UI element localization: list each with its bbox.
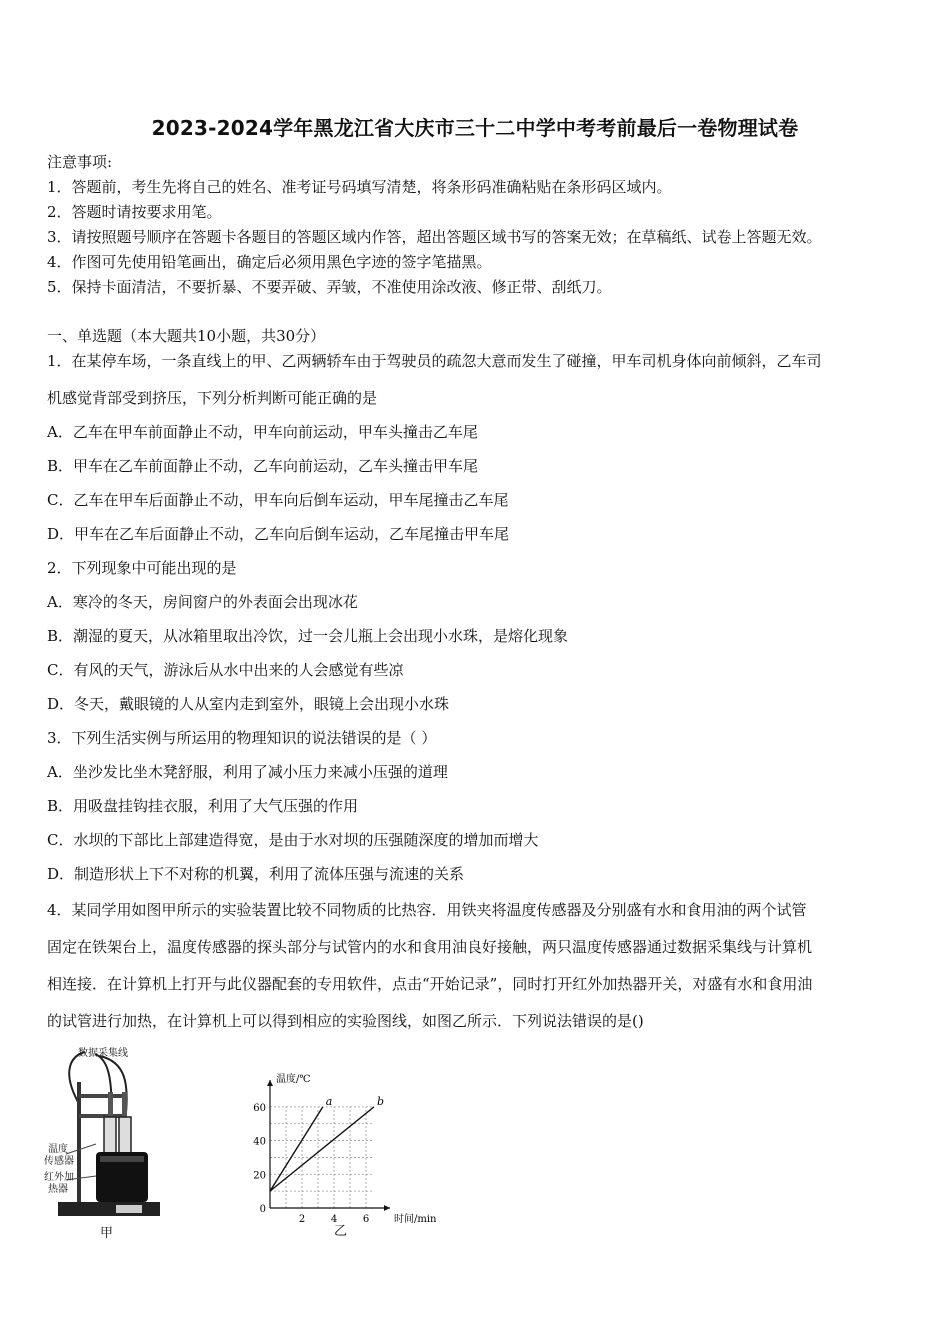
q2-option-d: D．冬天，戴眼镜的人从室内走到室外，眼镜上会出现小水珠	[47, 695, 450, 713]
q3-option-d: D．制造形状上下不对称的机翼，利用了流体压强与流速的关系	[47, 865, 465, 883]
section-heading: 一、单选题（本大题共10小题，共30分）	[47, 327, 326, 345]
q4-stem-line2: 固定在铁架台上，温度传感器的探头部分与试管内的水和食用油良好接触，两只温度传感器通过数据采集线与计算机	[47, 938, 813, 956]
notice-item-2: 2．答题时请按要求用笔。	[47, 203, 222, 221]
q3-stem: 3．下列生活实例与所运用的物理知识的说法错误的是（ ）	[47, 729, 437, 747]
q2-option-b: B．潮湿的夏天，从冰箱里取出冷饮，过一会儿瓶上会出现小水珠，是熔化现象	[47, 627, 569, 645]
q1-stem-line2: 机感觉背部受到挤压，下列分析判断可能正确的是	[47, 389, 378, 407]
figure-yi	[250, 1070, 450, 1240]
label-sensor-line1: 温度	[48, 1144, 68, 1155]
x-axis-arrow	[384, 1205, 390, 1211]
series-label-a: a	[325, 1094, 333, 1108]
y-tick-label: 60	[253, 1102, 266, 1114]
q1-option-a: A．乙车在甲车前面静止不动，甲车向前运动，甲车头撞击乙车尾	[47, 423, 478, 441]
y-axis-label: 温度/℃	[276, 1074, 311, 1085]
notice-item-1: 1．答题前，考生先将自己的姓名、准考证号码填写清楚，将条形码准确粘贴在条形码区域内。	[47, 178, 672, 196]
notice-item-5: 5．保持卡面清洁，不要折暴、不要弄破、弄皱，不准使用涂改液、修正带、刮纸刀。	[47, 278, 612, 296]
x-tick-label: 6	[362, 1214, 370, 1225]
q1-option-d: D．甲车在乙车后面静止不动，乙车向后倒车运动，乙车尾撞击甲车尾	[47, 525, 510, 543]
q3-option-c: C．水坝的下部比上部建造得宽，是由于水对坝的压强随深度的增加而增大	[47, 831, 539, 849]
q3-option-a: A．坐沙发比坐木凳舒服，利用了减小压力来减小压强的道理	[47, 763, 448, 781]
figure-jia	[40, 1042, 170, 1241]
temperature-time-chart	[250, 1070, 450, 1240]
y-tick-label: 40	[253, 1136, 266, 1148]
origin-label: 0	[259, 1204, 266, 1215]
page-title: 2023-2024学年黑龙江省大庆市三十二中学中考考前最后一卷物理试卷	[151, 116, 799, 140]
x-axis-label: 时间/min	[394, 1214, 437, 1225]
q2-option-c: C．有风的天气，游泳后从水中出来的人会感觉有些凉	[47, 661, 404, 679]
notice-item-4: 4．作图可先使用铅笔画出，确定后必须用黑色字迹的签字笔描黑。	[47, 253, 492, 271]
notice-item-3: 3．请按照题号顺序在答题卡各题目的答题区域内作答，超出答题区域书写的答案无效；在草稿纸、试卷上答题无效。	[47, 228, 822, 246]
label-heater-line1: 红外加	[44, 1172, 74, 1183]
q1-stem-line1: 1．在某停车场，一条直线上的甲、乙两辆轿车由于驾驶员的疏忽大意而发生了碰撞，甲车司机身体向前倾斜，乙车司	[47, 352, 822, 370]
series-line-a	[270, 1107, 323, 1191]
q4-stem-line1: 4．某同学用如图甲所示的实验装置比较不同物质的比热容．用铁夹将温度传感器及分别盛有水和食用油的两个试管	[47, 901, 807, 919]
notice-heading: 注意事项:	[47, 153, 113, 171]
q1-option-b: B．甲车在乙车前面静止不动，乙车向前运动，乙车头撞击甲车尾	[47, 457, 479, 475]
q2-stem: 2．下列现象中可能出现的是	[47, 559, 237, 577]
x-tick-label: 4	[330, 1214, 338, 1225]
q4-stem-line3: 相连接．在计算机上打开与此仪器配套的专用软件，点击“开始记录”，同时打开红外加热器开关，对盛有水和食用油	[47, 975, 813, 993]
caption-jia: 甲	[100, 1226, 114, 1241]
apparatus-illustration	[40, 1042, 170, 1227]
q2-option-a: A．寒冷的冬天，房间窗户的外表面会出现冰花	[47, 593, 358, 611]
label-heater-line2: 热器	[48, 1184, 68, 1195]
q3-option-b: B．用吸盘挂钩挂衣服，利用了大气压强的作用	[47, 797, 359, 815]
label-sensor-line2: 传感器	[44, 1156, 74, 1167]
y-tick-label: 20	[253, 1170, 266, 1182]
label-data-cable: 数据采集线	[78, 1048, 128, 1059]
x-tick-label: 2	[298, 1214, 306, 1225]
series-label-b: b	[377, 1094, 385, 1108]
q4-stem-line4: 的试管进行加热，在计算机上可以得到相应的实验图线，如图乙所示．下列说法错误的是()	[47, 1012, 644, 1030]
q1-option-c: C．乙车在甲车后面静止不动，甲车向后倒车运动，甲车尾撞击乙车尾	[47, 491, 509, 509]
caption-yi: 乙	[334, 1224, 348, 1239]
y-axis-arrow	[267, 1080, 273, 1086]
